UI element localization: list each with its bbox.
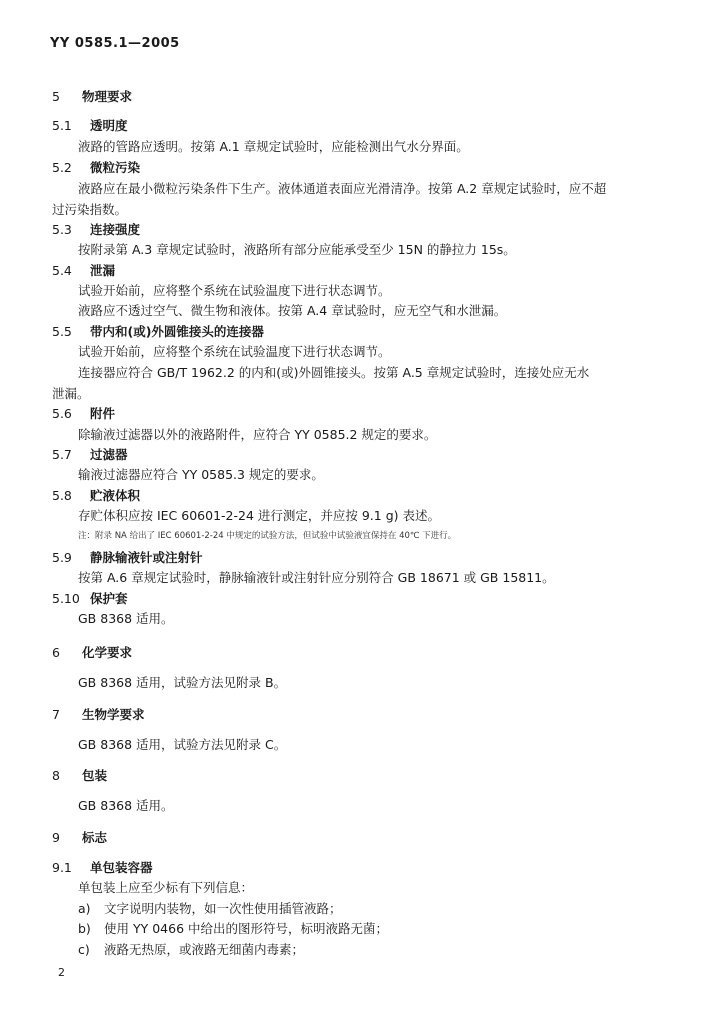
paragraph: 单包装上应至少标有下列信息： <box>78 880 254 895</box>
section-heading <box>52 768 107 784</box>
subsection-title: 带内和(或)外圆锥接头的连接器 <box>90 324 264 339</box>
list-item <box>78 921 388 937</box>
subsection-heading <box>52 406 115 422</box>
paragraph: 连接器应符合 GB/T 1962.2 的内和(或)外圆锥接头。按第 A.5 章规定试验时，连接处应无水 <box>78 365 590 380</box>
subsection-title: 静脉输液针或注射针 <box>90 550 203 565</box>
subsection-title: 连接强度 <box>90 222 141 237</box>
section-title: 生物学要求 <box>82 707 145 722</box>
section-title: 化学要求 <box>82 645 133 660</box>
subsection-heading <box>52 550 203 566</box>
subsection-heading <box>52 222 140 238</box>
paragraph: 存贮体积应按 IEC 60601-2-24 进行测定，并应按 9.1 g) 表述。 <box>78 508 440 523</box>
paragraph: 除输液过滤器以外的液路附件，应符合 YY 0585.2 规定的要求。 <box>78 427 437 442</box>
subsection-title: 保护套 <box>90 591 128 606</box>
subsection-number: 5.10 <box>52 591 80 606</box>
section-title: 包装 <box>82 768 108 783</box>
subsection-number: 5.5 <box>52 324 72 339</box>
subsection-heading <box>52 263 115 279</box>
subsection-title: 附件 <box>90 406 116 421</box>
subsection-heading <box>52 118 128 134</box>
subsection-number: 5.2 <box>52 160 72 175</box>
subsection-number: 5.1 <box>52 118 72 133</box>
document-header: YY 0585.1—2005 <box>50 36 180 51</box>
list-item-text: 使用 YY 0466 中给出的图形符号，标明液路无菌； <box>104 921 389 936</box>
section-heading <box>52 645 132 661</box>
subsection-number: 5.9 <box>52 550 72 565</box>
subsection-heading <box>52 860 153 876</box>
section-title: 物理要求 <box>82 89 133 104</box>
section-heading <box>52 707 145 723</box>
paragraph: GB 8368 适用，试验方法见附录 C。 <box>78 737 287 752</box>
paragraph: GB 8368 适用，试验方法见附录 B。 <box>78 675 287 690</box>
subsection-number: 5.8 <box>52 488 72 503</box>
list-marker: b) <box>78 921 91 936</box>
subsection-number: 5.3 <box>52 222 72 237</box>
paragraph: 按第 A.6 章规定试验时，静脉输液针或注射针应分别符合 GB 18671 或 GB 15811。 <box>78 570 555 585</box>
paragraph: 输液过滤器应符合 YY 0585.3 规定的要求。 <box>78 467 324 482</box>
paragraph-continuation: 过污染指数。 <box>52 202 128 217</box>
section-number: 8 <box>52 768 60 783</box>
section-title: 标志 <box>82 830 108 845</box>
subsection-heading <box>52 591 128 607</box>
paragraph: 液路应不透过空气、微生物和液体。按第 A.4 章试验时，应无空气和水泄漏。 <box>78 303 507 318</box>
section-number: 7 <box>52 707 60 722</box>
subsection-title: 贮液体积 <box>90 488 141 503</box>
subsection-title: 单包装容器 <box>90 860 153 875</box>
subsection-heading <box>52 160 140 176</box>
subsection-title: 过滤器 <box>90 447 128 462</box>
paragraph: 试验开始前，应将整个系统在试验温度下进行状态调节。 <box>78 283 391 298</box>
list-marker: c) <box>78 942 90 957</box>
page-number: 2 <box>58 966 65 979</box>
subsection-number: 9.1 <box>52 860 72 875</box>
section-heading <box>52 89 132 105</box>
subsection-title: 微粒污染 <box>90 160 141 175</box>
subsection-heading <box>52 447 128 463</box>
note: 注：附录 NA 给出了 IEC 60601-2-24 中规定的试验方法，但试验中试验液宜保持在 40℃ 下进行。 <box>78 531 457 541</box>
section-number: 9 <box>52 830 60 845</box>
subsection-number: 5.6 <box>52 406 72 421</box>
section-number: 6 <box>52 645 60 660</box>
subsection-heading <box>52 488 140 504</box>
paragraph: GB 8368 适用。 <box>78 798 174 813</box>
subsection-title: 透明度 <box>90 118 128 133</box>
subsection-number: 5.4 <box>52 263 72 278</box>
paragraph: 液路应在最小微粒污染条件下生产。液体通道表面应光滑清净。按第 A.2 章规定试验时，应不超 <box>78 181 607 196</box>
list-item <box>78 942 304 958</box>
subsection-heading <box>52 324 264 340</box>
paragraph: GB 8368 适用。 <box>78 611 174 626</box>
subsection-number: 5.7 <box>52 447 72 462</box>
paragraph-continuation: 泄漏。 <box>52 386 90 401</box>
list-item-text: 液路无热原，或液路无细菌内毒素； <box>104 942 305 957</box>
subsection-title: 泄漏 <box>90 263 116 278</box>
section-heading <box>52 830 107 846</box>
list-item-text: 文字说明内装物，如一次性使用插管液路； <box>104 901 342 916</box>
section-number: 5 <box>52 89 60 104</box>
list-marker: a) <box>78 901 91 916</box>
paragraph: 按附录第 A.3 章规定试验时，液路所有部分应能承受至少 15N 的静拉力 15s。 <box>78 242 516 257</box>
list-item <box>78 901 342 917</box>
paragraph: 液路的管路应透明。按第 A.1 章规定试验时，应能检测出气水分界面。 <box>78 139 469 154</box>
paragraph: 试验开始前，应将整个系统在试验温度下进行状态调节。 <box>78 344 391 359</box>
